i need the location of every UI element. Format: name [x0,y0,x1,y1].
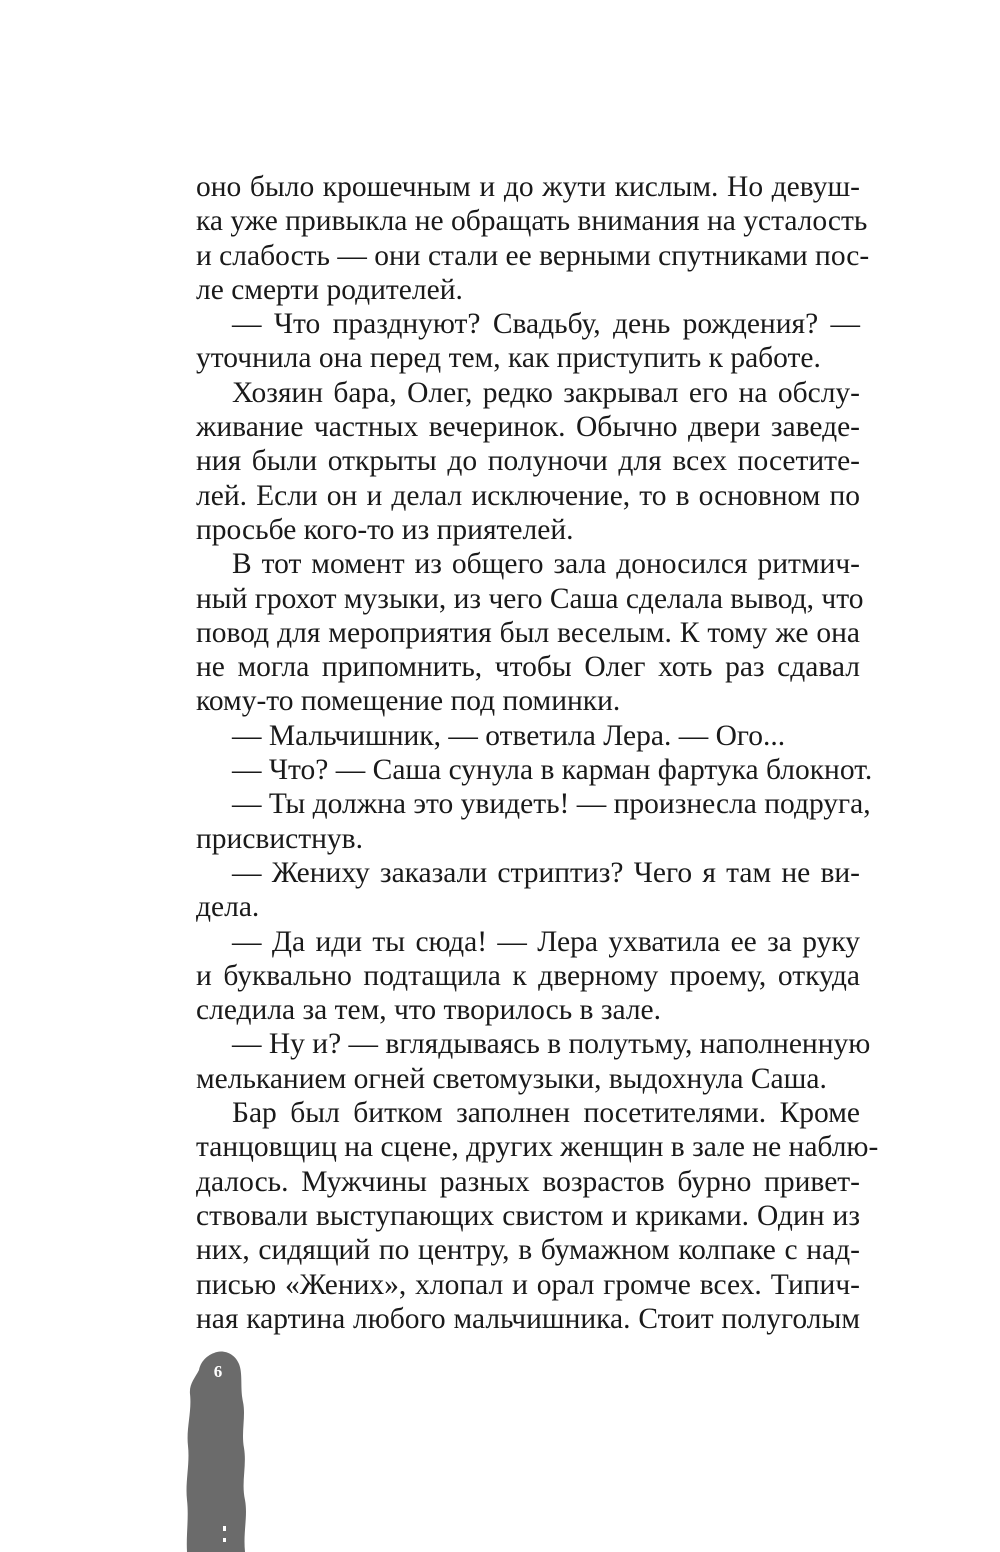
text-line: танцовщиц на сцене, других женщин в зале не наблю- [196,1131,879,1164]
text-line: лей. Если он и делал исключение, то в основном по [196,479,860,512]
text-line: — Ты должна это увидеть! — произнесла подруга, [232,788,871,821]
page-number: 6 [213,1362,223,1381]
text-line: Хозяин бара, Олег, редко закрывал его на обслу- [232,376,860,409]
text-line: и слабость — они стали ее верными спутниками пос- [196,239,870,272]
text-line: дела. [196,891,260,924]
text-line: ствовали выступающих свистом и криками. Один из [196,1199,860,1232]
text-line: и буквально подтащила к дверному проему, откуда [196,959,860,992]
text-line: мельканием огней светомузыки, выдохнула Саша. [196,1062,827,1095]
text-line: живание частных вечеринок. Обычно двери заведе- [196,411,860,444]
body-text [196,170,879,1336]
text-line: — Что празднуют? Свадьбу, день рождения? — [232,308,860,341]
text-line: ле смерти родителей. [196,273,463,306]
text-line: присвистнув. [196,822,363,855]
text-line: следила за тем, что творилось в зале. [196,994,662,1027]
text-line: уточнила она перед тем, как приступить к работе. [196,342,821,375]
text-line: писью «Жених», хлопал и орал громче всех. Типич- [196,1268,860,1301]
text-line: ния были открыты до полуночи для всех посетите- [196,445,860,478]
text-line: В тот момент из общего зала доносился ритмич- [232,548,860,581]
text-line: ка уже привыкла не обращать внимания на усталость [196,205,868,238]
text-line: повод для мероприятия был веселым. К тому же она [196,616,860,649]
text-line: далось. Мужчины разных возрастов бурно привет- [196,1165,860,1198]
text-line: — Что? — Саша сунула в карман фартука блокнот. [232,754,873,787]
text-line: ная картина любого мальчишника. Стоит полуголым [196,1302,860,1335]
text-line: — Ну и? — вглядываясь в полутьму, наполненную [232,1028,871,1061]
text-line: них, сидящий по центру, в бумажном колпаке с над- [196,1234,860,1267]
text-line: просьбе кого-то из приятелей. [196,513,574,546]
text-line: кому-то помещение под поминки. [196,685,621,718]
text-line: оно было крошечным и до жути кислым. Но девуш- [196,171,860,203]
text-line: не могла припомнить, чтобы Олег хоть раз сдавал [196,651,860,684]
text-line: — Да иди ты сюда! — Лера ухватила ее за руку [232,925,860,958]
text-line: — Мальчишник, — ответила Лера. — Ого... [232,719,786,752]
text-line: Бар был битком заполнен посетителями. Кроме [232,1097,860,1130]
text-line: — Жениху заказали стриптиз? Чего я там не ви- [232,856,860,889]
text-line: ный грохот музыки, из чего Саша сделала вывод, что [196,582,864,615]
